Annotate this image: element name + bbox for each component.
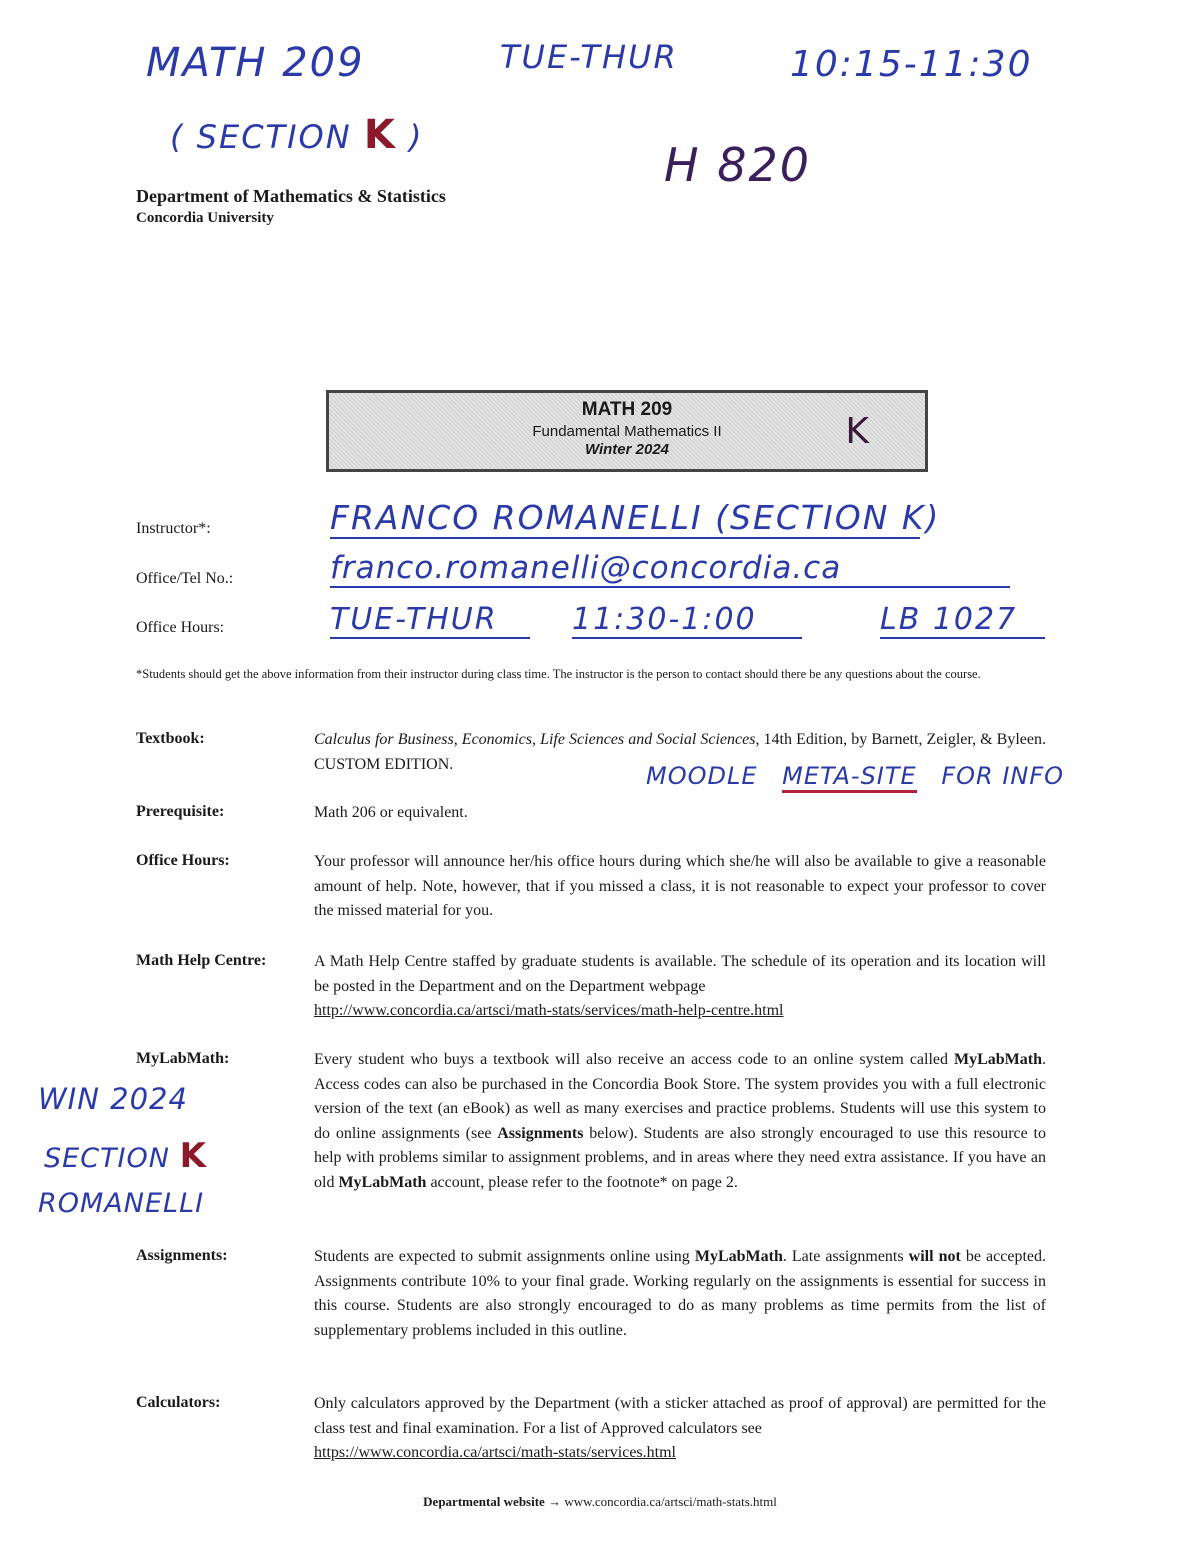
calculators-label: Calculators: [136,1394,221,1411]
office-room: LB 1027 [880,602,1045,639]
handwritten-section-close: ) [408,118,424,156]
margin-note-section [44,1136,207,1176]
office-hours-policy-label: Office Hours: [136,852,230,869]
assignments-text-3: be accepted. Assignments contribute 10% to your final grade. Working regularly on the assignments is essential for success in this course. Students are also strongly encouraged to do as many problems as time permits from the list of supplementary problems included in this outline. [314,1248,1047,1339]
instructor-name: FRANCO ROMANELLI (SECTION K) [330,498,941,537]
moodle-note-post: FOR INFO [941,762,1065,790]
handwritten-time: 10:15-11:30 [790,44,1033,85]
office-hours-time: 11:30-1:00 [572,602,802,639]
footer-url[interactable]: www.concordia.ca/artsci/math-stats.html [564,1494,777,1509]
course-name: Fundamental Mathematics II [532,423,722,440]
handwritten-room: H 820 [664,138,812,192]
assignments-bold-1: MyLabMath [694,1248,783,1265]
assignments-bold-2: will not [908,1248,961,1265]
moodle-note-pre: MOODLE [646,762,758,790]
assignments-text-1: Students are expected to submit assignments online using [314,1248,695,1265]
assignments-text [314,1245,1046,1343]
office-hours-policy-text: Your professor will announce her/his office hours during which she/he will also be available to give a reasonable amount of help. Note, however, that if you missed a class, it is not reasonable to expect your professor to cover the missed material for you. [314,853,1046,919]
mylabmath-bold-1: MyLabMath [954,1051,1042,1068]
textbook-title: Calculus for Business, Economics, Life Sciences and Social Sciences [314,731,756,748]
handwritten-section [170,112,423,158]
prerequisite-label: Prerequisite: [136,803,225,820]
mylabmath-text-1: Every student who buys a textbook will also receive an access code to an online system called [314,1051,954,1068]
prerequisite-text: Math 206 or equivalent. [314,804,468,821]
handwritten-section-open: ( SECTION [170,118,352,156]
textbook-label: Textbook: [136,730,205,747]
course-title-box [326,390,928,472]
math-help-description: A Math Help Centre staffed by graduate students is available. The schedule of its operation and its location will be posted in the Department and on the Department webpage [314,953,1046,995]
math-help-link[interactable]: http://www.concordia.ca/artsci/math-stats/services/math-help-centre.html [314,1002,784,1019]
math-help-text [314,950,1046,1024]
calculators-link[interactable]: https://www.concordia.ca/artsci/math-stats/services.html [314,1444,676,1461]
course-code: MATH 209 [581,399,673,420]
assignments-text-2: . Late assignments [782,1248,909,1265]
office-tel-label: Office/Tel No.: [136,570,234,587]
footer-label: Departmental website → [423,1494,562,1509]
office-hours-days: TUE-THUR [330,602,530,639]
assignments-label: Assignments: [136,1247,228,1264]
mylabmath-text-2: . Access codes can also be purchased in the Concordia Book Store. The system provides you with a full electronic version of the text (an eBook) as well as many exercises and practice problems. Students will use this system to do online assignments (see [314,1051,1046,1142]
margin-note-term: WIN 2024 [38,1082,188,1116]
math-help-label: Math Help Centre: [136,952,267,969]
office-hours-label: Office Hours: [136,619,225,636]
moodle-note-meta: META-SITE [782,762,917,793]
instructor-footnote: *Students should get the above information from their instructor during class time. The instructor is the person to contact should there be any questions about the course. [136,667,981,681]
margin-note-section-label: SECTION [44,1143,170,1174]
mylabmath-text-3: below). Students are also strongly encouraged to use this resource to help with problems similar to assignment problems, and in areas where they need extra assistance. If you have an old [314,1124,1046,1191]
department-name: Department of Mathematics & Statistics [136,186,446,206]
margin-note-instructor: ROMANELLI [38,1188,205,1219]
mylabmath-text [314,1048,1046,1195]
calculators-text [314,1392,1046,1466]
university-name: Concordia University [136,210,274,226]
handwritten-course: MATH 209 [146,40,365,86]
moodle-note [646,762,1064,790]
instructor-label: Instructor*: [136,520,211,537]
mylabmath-bold-3: MyLabMath [338,1173,427,1191]
mylabmath-bold-2: Assignments [497,1124,584,1142]
handwritten-days: TUE-THUR [500,38,678,76]
course-term: Winter 2024 [584,441,670,458]
handwritten-section-k: K [363,112,397,158]
calculators-description: Only calculators approved by the Department (with a sticker attached as proof of approval) are permitted for the class test and final examination. For a list of Approved calculators see [314,1395,1046,1437]
textbook-details: , 14th Edition, by Barnett, Zeigler, & Byleen. CUSTOM EDITION. [314,731,1047,773]
mylabmath-text-4: account, please refer to the footnote* on page 2. [426,1173,738,1191]
margin-note-section-k: K [179,1136,207,1176]
instructor-email: franco.romanelli@concordia.ca [330,550,1010,588]
mylabmath-label: MyLabMath: [136,1050,230,1067]
footer [0,1494,1200,1510]
course-section-letter: K [845,411,869,452]
